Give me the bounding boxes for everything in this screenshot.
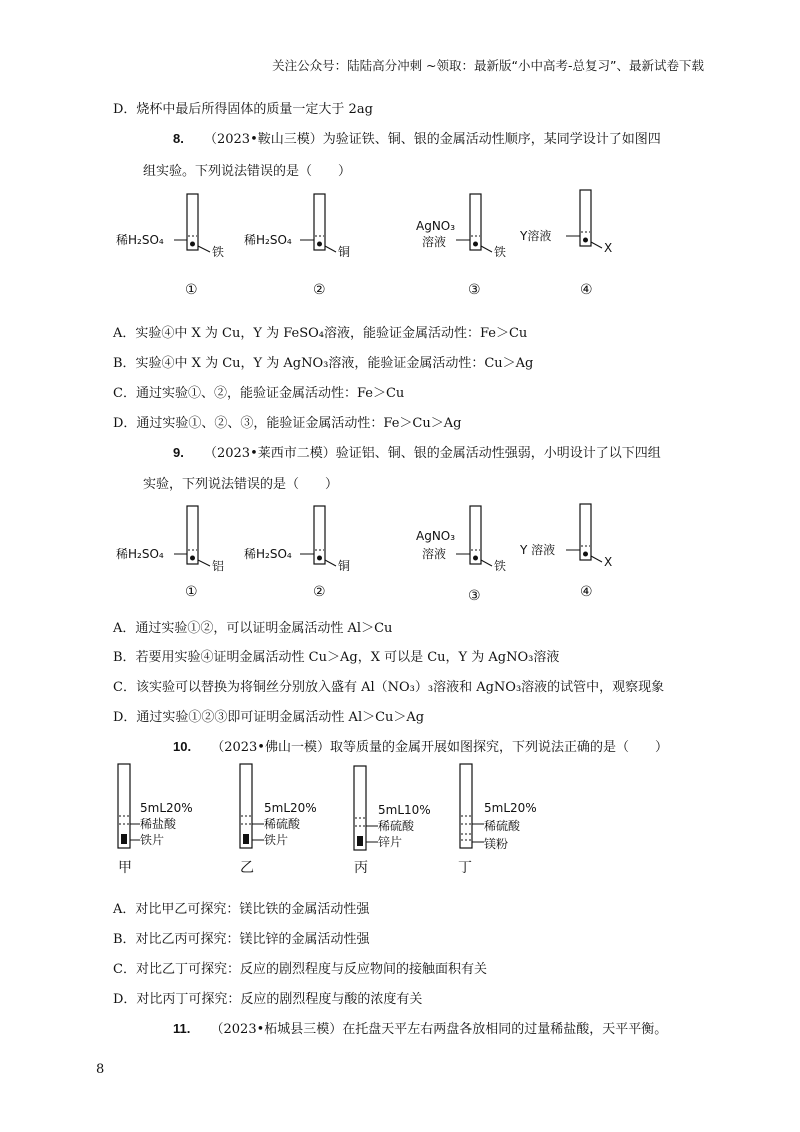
q8-metal-1 — [190, 242, 195, 247]
q9-metal-4 — [583, 552, 588, 557]
q9-number: 9. — [173, 445, 184, 460]
q9-metal-2 — [317, 556, 322, 561]
q9-label-x: X — [604, 555, 613, 569]
q9-circle-4: ④ — [580, 584, 593, 600]
q10-name-4: 丁 — [458, 860, 472, 876]
q9-option-d: D．通过实验①②③即可证明金属活动性 Al＞Cu＞Ag — [113, 710, 425, 725]
q8-label-acid-1: 稀H₂SO₄ — [116, 233, 164, 247]
q10-metal-label-4: 镁粉 — [484, 837, 509, 851]
q8-label-agno3: AgNO₃ — [416, 219, 456, 233]
q10-tube-group-1 — [118, 764, 193, 876]
q9-tube-3 — [470, 506, 481, 564]
q9-label-metal-2: 铜 — [338, 559, 351, 573]
q10-acid-3: 稀硫酸 — [378, 819, 415, 833]
q10-option-b: B．对比乙丙可探究：镁比锌的金属活动性强 — [113, 932, 370, 947]
q8-option-c: C．通过实验①、②，能验证金属活动性：Fe＞Cu — [113, 386, 405, 401]
q10-option-a: A．对比甲乙可探究：镁比铁的金属活动性强 — [113, 902, 370, 917]
q8-number: 8. — [173, 131, 184, 146]
q10-option-d: D．对比丙丁可探究：反应的剧烈程度与酸的浓度有关 — [113, 992, 423, 1007]
q8-figure — [110, 186, 630, 300]
q9-option-a: A．通过实验①②，可以证明金属活动性 Al＞Cu — [113, 621, 393, 636]
q10-stem-text: （2023•佛山一模）取等质量的金属开展如图探究，下列说法正确的是（ ） — [211, 740, 668, 755]
q8-label-metal-2: 铜 — [338, 245, 351, 259]
q9-circle-3: ③ — [468, 588, 481, 604]
page-header: 关注公众号：陆陆高分冲刺 ~领取：最新版“小中高考-总复习”、最新试卷下载 — [272, 58, 704, 73]
q9-metal-3 — [473, 556, 478, 561]
q10-volume-4: 5mL20% — [484, 801, 537, 815]
q9-option-c: C．该实验可以替换为将铜丝分别放入盛有 Al（NO₃）₃溶液和 AgNO₃溶液的试管中，观察现象 — [113, 680, 665, 695]
q10-acid-4: 稀硫酸 — [484, 819, 521, 833]
q10-tube-4 — [460, 764, 472, 848]
q10-volume-2: 5mL20% — [264, 801, 317, 815]
q9-stem-line1 — [173, 442, 661, 461]
q8-stem-line2: 组实验。下列说法错误的是（ ） — [143, 164, 352, 179]
q10-number: 10. — [173, 739, 192, 754]
page-number: 8 — [96, 1062, 105, 1077]
q9-stem-text: （2023•莱西市二模）验证铝、铜、银的金属活动性强弱，小明设计了以下四组 — [203, 446, 661, 461]
q10-metal-2 — [243, 834, 249, 844]
q8-label-metal-3: 铁 — [494, 245, 507, 259]
q10-metal-3 — [357, 836, 363, 846]
q11-stem-text: （2023•柘城县三模）在托盘天平左右两盘各放相同的过量稀盐酸，天平平衡。 — [210, 1022, 668, 1037]
q9-figure — [110, 500, 630, 610]
q10-metal-label-3: 锌片 — [378, 835, 403, 849]
q8-label-metal-1: 铁 — [212, 245, 225, 259]
q10-tube-group-2 — [240, 764, 317, 876]
q8-label-y-solution: Y溶液 — [520, 229, 552, 243]
q8-label-solution: 溶液 — [422, 235, 447, 249]
q8-option-a: A．实验④中 X 为 Cu，Y 为 FeSO₄溶液，能验证金属活动性：Fe＞Cu — [113, 326, 528, 341]
q9-label-acid-1: 稀H₂SO₄ — [116, 547, 164, 561]
q8-stem-text: （2023•鞍山三模）为验证铁、铜、银的金属活动性顺序，某同学设计了如图四 — [203, 132, 661, 147]
q8-circle-1: ① — [185, 282, 198, 298]
q9-circle-2: ② — [313, 584, 326, 600]
q8-circle-4: ④ — [580, 282, 593, 298]
q9-tube-2 — [314, 506, 325, 564]
q11-number: 11. — [173, 1021, 191, 1036]
q8-stem-line1 — [173, 128, 661, 147]
q8-metal-4 — [583, 238, 588, 243]
q10-option-c: C．对比乙丁可探究：反应的剧烈程度与反应物间的接触面积有关 — [113, 962, 487, 977]
q10-stem-line — [173, 736, 668, 755]
q10-name-2: 乙 — [240, 860, 254, 876]
q8-metal-2 — [317, 242, 322, 247]
q10-volume-3: 5mL10% — [378, 803, 431, 817]
q9-label-y-solution: Y 溶液 — [520, 543, 556, 557]
q9-label-acid-2: 稀H₂SO₄ — [244, 547, 292, 561]
q10-metal-label-1: 铁片 — [140, 833, 165, 847]
q10-acid-2: 稀硫酸 — [264, 817, 301, 831]
q8-option-b: B．实验④中 X 为 Cu，Y 为 AgNO₃溶液，能验证金属活动性：Cu＞Ag — [113, 356, 534, 371]
q7-option-d: D．烧杯中最后所得固体的质量一定大于 2ag — [113, 102, 373, 117]
q8-label-x: X — [604, 241, 613, 255]
q10-metal-1 — [121, 834, 127, 844]
q9-metal-1 — [190, 556, 195, 561]
q8-metal-3 — [473, 242, 478, 247]
q10-metal-label-2: 铁片 — [264, 833, 289, 847]
q9-label-solution: 溶液 — [422, 547, 447, 561]
q10-name-1: 甲 — [118, 860, 132, 876]
q9-option-b: B．若要用实验④证明金属活动性 Cu＞Ag，X 可以是 Cu，Y 为 AgNO₃溶液 — [113, 650, 560, 665]
q8-circle-2: ② — [313, 282, 326, 298]
q9-label-metal-1: 铝 — [212, 559, 225, 573]
q8-circle-3: ③ — [468, 282, 481, 298]
q9-label-agno3: AgNO₃ — [416, 529, 456, 543]
q9-tube-1 — [187, 506, 198, 564]
q10-tube-group-3 — [354, 766, 431, 876]
q9-stem-line2: 实验，下列说法错误的是（ ） — [143, 477, 339, 492]
q11-stem-line — [173, 1018, 667, 1037]
q10-tube-group-4 — [458, 764, 537, 876]
q9-label-metal-3: 铁 — [494, 559, 507, 573]
q10-name-3: 丙 — [354, 860, 368, 876]
q9-circle-1: ① — [185, 584, 198, 600]
q10-acid-1: 稀盐酸 — [140, 817, 177, 831]
q8-option-d: D．通过实验①、②、③，能验证金属活动性：Fe＞Cu＞Ag — [113, 416, 462, 431]
q8-label-acid-2: 稀H₂SO₄ — [244, 233, 292, 247]
q10-volume-1: 5mL20% — [140, 801, 193, 815]
q10-figure — [110, 762, 560, 882]
